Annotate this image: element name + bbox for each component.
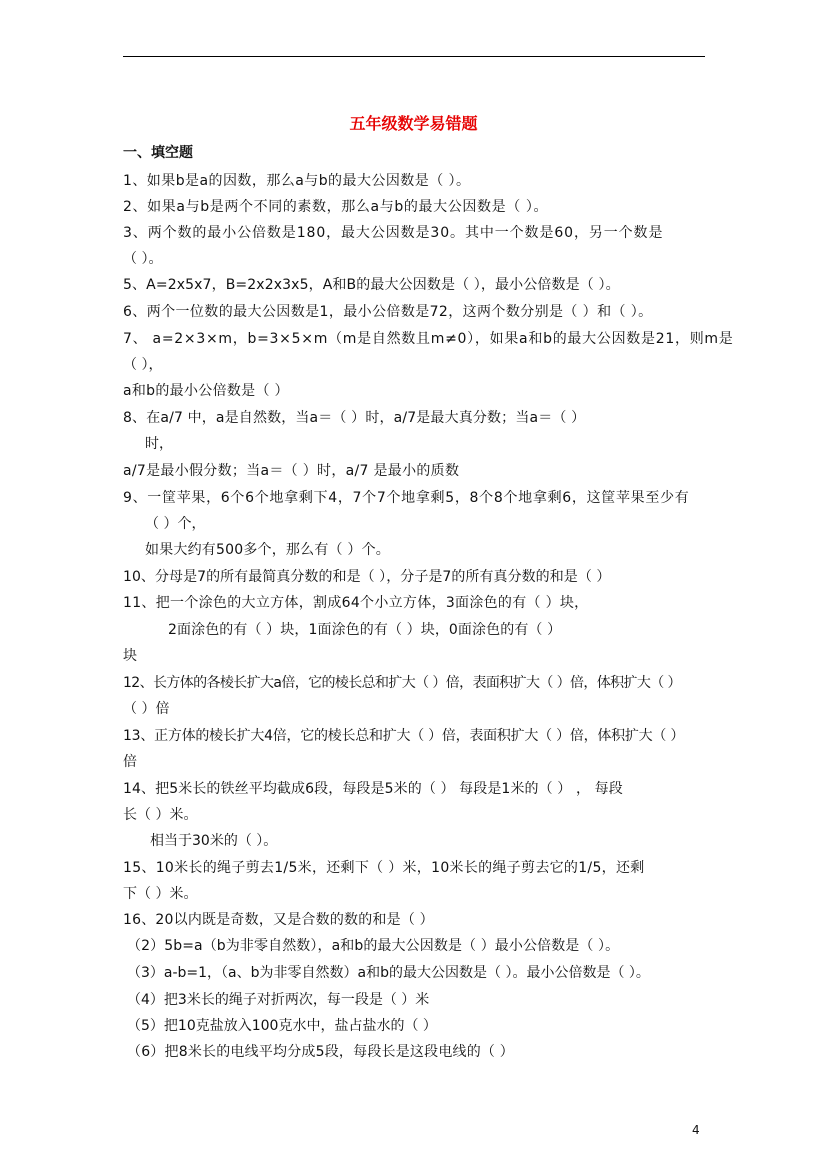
question-line: 7、 a=2×3×m，b=3×5×m（m是自然数且m≠0），如果a和b的最大公因数是21，则m是 bbox=[123, 331, 734, 347]
question-line: 13、正方体的棱长扩大4倍，它的棱长总和扩大（ ）倍，表面积扩大（ ）倍，体积扩大（ ） bbox=[123, 728, 685, 744]
question-line: 16、20以内既是奇数，又是合数的数的和是（ ） bbox=[123, 912, 434, 928]
page-number: 4 bbox=[692, 1123, 700, 1137]
document-title: 五年级数学易错题 bbox=[349, 114, 478, 133]
question-line: 如果大约有500多个，那么有（ ）个。 bbox=[145, 542, 390, 558]
question-line: 下（ ）米。 bbox=[123, 886, 198, 902]
question-line: 6、两个一位数的最大公因数是1，最小公倍数是72，这两个数分别是（ ）和（ ）。 bbox=[123, 304, 653, 320]
question-line: 3、两个数的最小公倍数是180，最大公因数是30。其中一个数是60，另一个数是 bbox=[123, 225, 664, 241]
question-line: 15、10米长的绳子剪去1/5米，还剩下（ ）米，10米长的绳子剪去它的1/5，还剩 bbox=[123, 860, 645, 876]
question-line: 8、在a/7 中，a是自然数，当a＝（ ）时，a/7是最大真分数；当a＝（ ） bbox=[123, 410, 586, 426]
question-line: 5、A=2x5x7，B=2x2x3x5，A和B的最大公因数是（ ），最小公倍数是（ ）。 bbox=[123, 277, 620, 293]
question-line: 相当于30米的（ ）。 bbox=[150, 833, 278, 849]
question-line: 2、如果a与b是两个不同的素数，那么a与b的最大公因数是（ ）。 bbox=[123, 199, 549, 215]
question-line: 倍 bbox=[123, 754, 137, 770]
question-line: 长（ ）米。 bbox=[123, 807, 198, 823]
question-line: （2）5b=a（b为非零自然数），a和b的最大公因数是（ ）最小公倍数是（ ）。 bbox=[127, 938, 620, 954]
question-line: a和b的最小公倍数是（ ） bbox=[123, 383, 289, 399]
question-line: （4）把3米长的绳子对折两次，每一段是（ ）米 bbox=[127, 992, 430, 1008]
question-line: 10、分母是7的所有最简真分数的和是（ ），分子是7的所有真分数的和是（ ） bbox=[123, 569, 611, 585]
question-line: （ ）倍 bbox=[123, 701, 170, 717]
question-line: （ ）个， bbox=[145, 516, 206, 532]
question-line: a/7是最小假分数；当a＝（ ）时，a/7 是最小的质数 bbox=[123, 463, 460, 479]
question-line: 12、长方体的各棱长扩大a倍，它的棱长总和扩大（ ）倍，表面积扩大（ ）倍，体积扩大（ ） bbox=[123, 675, 681, 691]
header-rule bbox=[123, 56, 705, 57]
question-line: 9、一筐苹果，6个6个地拿剩下4，7个7个地拿剩5，8个8个地拿剩6，这筐苹果至少有 bbox=[123, 490, 690, 506]
question-line: 1、如果b是a的因数，那么a与b的最大公因数是（ ）。 bbox=[123, 173, 471, 189]
section-title: 一、填空题 bbox=[123, 145, 193, 161]
question-line: （6）把8米长的电线平均分成5段，每段长是这段电线的（ ） bbox=[127, 1044, 514, 1060]
question-line: （5）把10克盐放入100克水中，盐占盐水的（ ） bbox=[127, 1018, 437, 1034]
question-line: （3）a-b=1，（a、b为非零自然数）a和b的最大公因数是（ ）。最小公倍数是（ ）。 bbox=[127, 965, 650, 981]
question-line: 11、把一个涂色的大立方体，割成64个小立方体，3面涂色的有（ ）块， bbox=[123, 595, 589, 611]
question-line: （ ）。 bbox=[123, 251, 163, 267]
question-line: 块 bbox=[123, 648, 137, 664]
question-line: （ ）， bbox=[123, 357, 163, 373]
question-line: 14、把5米长的铁丝平均截成6段，每段是5米的（ ） 每段是1米的（ ） ， 每段 bbox=[123, 781, 623, 797]
question-line: 2面涂色的有（ ）块，1面涂色的有（ ）块，0面涂色的有（ ） bbox=[168, 622, 562, 638]
question-line: 时， bbox=[145, 436, 173, 452]
